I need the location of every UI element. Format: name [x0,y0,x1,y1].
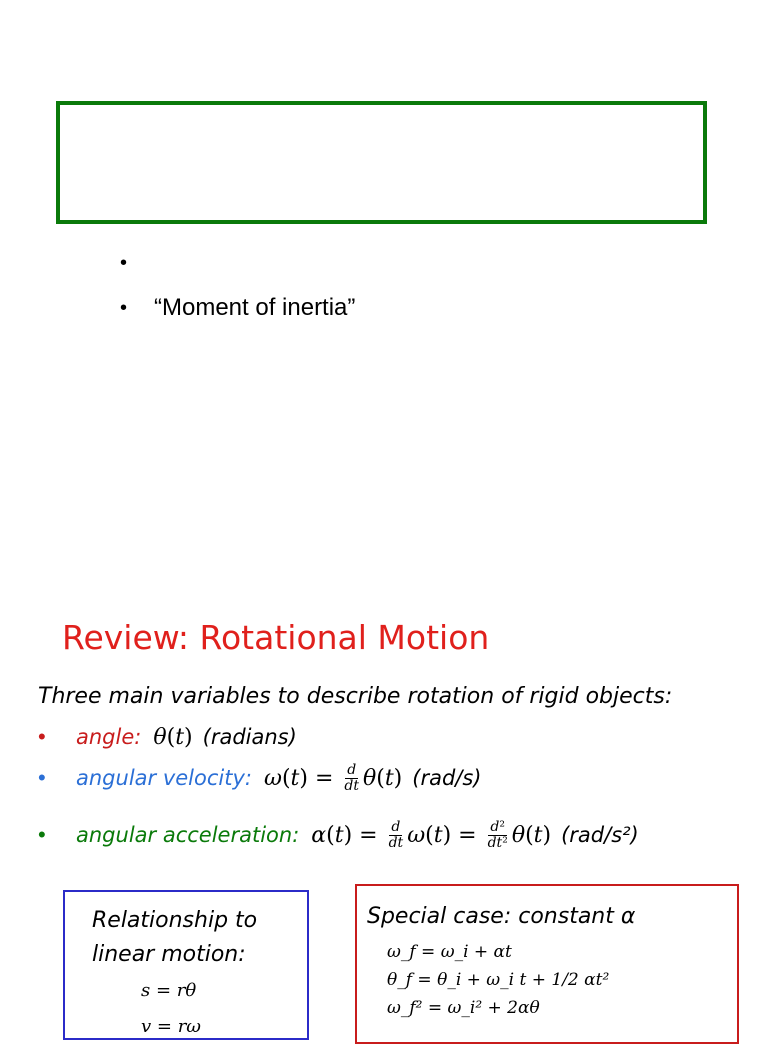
bullet-text: “Moment of inertia” [154,294,356,321]
linear-equation-v: v = rω [141,1016,201,1037]
special-case-box [355,884,739,1044]
angular-velocity-equation: ω ( t ) = $\frac{d}{dt}$ θ ( t ) [263,762,403,794]
variable-angular-acceleration [38,820,639,850]
linear-motion-heading: Relationship to linear motion: [92,908,258,967]
bullet-icon: • [38,822,46,848]
title-box [56,101,707,224]
bullet-item-moment [120,294,355,322]
linear-equation-s: s = rθ [141,980,197,1001]
angular-velocity-label: angular velocity: [76,766,252,791]
kinematic-equation-2: θ_f = θ_i + ω_i t + 1/2 αt² [387,970,610,990]
bullet-icon: • [38,765,46,791]
bullet-item-empty [120,252,154,275]
variable-angle [38,724,297,750]
angular-acceleration-equation: α ( t ) = $\frac{d}{dt}$ ω ( t ) = $\frac{\text{d²}}{\text{dt²}}$ θ ( t ) [311,819,552,851]
linear-motion-box [63,890,309,1040]
special-case-heading: Special case: constant α [367,904,636,929]
kinematic-equation-1: ω_f = ω_i + αt [387,942,512,962]
angular-acceleration-label: angular acceleration: [76,823,300,848]
bullet-icon: • [120,252,128,274]
bullet-icon: • [38,724,46,749]
review-title: Review: Rotational Motion [62,618,490,657]
angle-label: angle: [76,725,142,749]
angular-acceleration-unit: (rad/s²) [561,823,639,848]
intro-text: Three main variables to describe rotation of rigid objects: [38,684,673,709]
bullet-icon: • [120,296,128,319]
angular-velocity-unit: (rad/s) [412,766,482,791]
angle-equation: θ ( t ) [153,724,193,750]
kinematic-equation-3: ω_f² = ω_i² + 2αθ [387,998,540,1018]
angle-unit: (radians) [202,725,297,749]
variable-angular-velocity [38,763,482,793]
